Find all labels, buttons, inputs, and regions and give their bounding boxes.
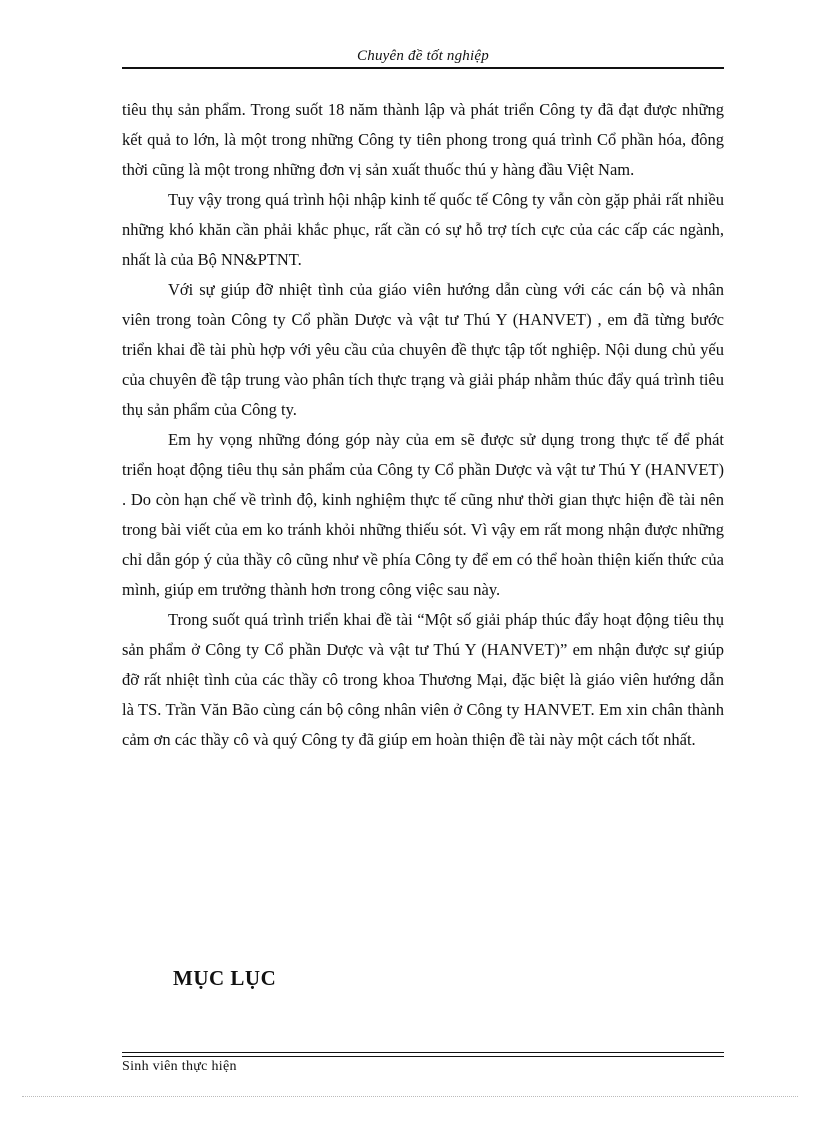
table-of-contents-heading: MỤC LỤC: [173, 966, 277, 990]
body-text: [122, 95, 724, 755]
paragraph: Em hy vọng những đóng góp này của em sẽ được sử dụng trong thực tế để phát triển hoạt động tiêu thụ sản phẩm của Công ty Cổ phần Dược và vật tư Thú Y (HANVET) . Do còn hạn chế về trình độ, kinh nghiệm thực tế cũng như thời gian thực hiện đề tài nên trong bài viết của em ko tránh khỏi những thiếu sót. Vì vậy em rất mong nhận được những chỉ dẫn góp ý của thầy cô cũng như về phía Công ty để em có thể hoàn thiện kiến thức của mình, giúp em trưởng thành hơn trong công việc sau này.: [122, 430, 724, 599]
paragraph: Với sự giúp đỡ nhiệt tình của giáo viên hướng dẫn cùng với các cán bộ và nhân viên trong toàn Công ty Cổ phần Dược và vật tư Thú Y (HANVET) , em đã từng bước triển khai đề tài phù hợp với yêu cầu của chuyên đề thực tập tốt nghiệp. Nội dung chủ yếu của chuyên đề tập trung vào phân tích thực trạng và giải pháp nhằm thúc đẩy quá trình tiêu thụ sản phẩm của Công ty.: [122, 280, 724, 419]
header-divider: [122, 67, 724, 69]
running-header-title: Chuyên đề tốt nghiệp: [357, 48, 489, 64]
page-bottom-edge: [22, 1096, 798, 1097]
paragraph: Tuy vậy trong quá trình hội nhập kinh tế quốc tế Công ty vẫn còn gặp phải rất nhiều những khó khăn cần phải khắc phục, rất cần có sự hỗ trợ tích cực của các cấp các ngành, nhất là của Bộ NN&PTNT.: [122, 190, 724, 269]
footer-divider: [122, 1052, 724, 1057]
paragraph: Trong suốt quá trình triển khai đề tài “Một số giải pháp thúc đẩy hoạt động tiêu thụ sản phẩm ở Công ty Cổ phần Dược và vật tư Thú Y (HANVET)” em nhận được sự giúp đỡ rất nhiệt tình của các thầy cô trong khoa Thương Mại, đặc biệt là giáo viên hướng dẫn là TS. Trần Văn Bão cùng cán bộ công nhân viên ở Công ty HANVET. Em xin chân thành cảm ơn các thầy cô và quý Công ty đã giúp em hoàn thiện đề tài này một cách tốt nhất.: [122, 610, 724, 749]
footer-label: Sinh viên thực hiện: [122, 1059, 237, 1074]
paragraph-continuation: tiêu thụ sản phẩm. Trong suốt 18 năm thành lập và phát triển Công ty đã đạt được những kết quả to lớn, là một trong những Công ty tiên phong trong quá trình Cổ phần hóa, đông thời cũng là một trong những đơn vị sản xuất thuốc thú y hàng đầu Việt Nam.: [122, 100, 724, 179]
